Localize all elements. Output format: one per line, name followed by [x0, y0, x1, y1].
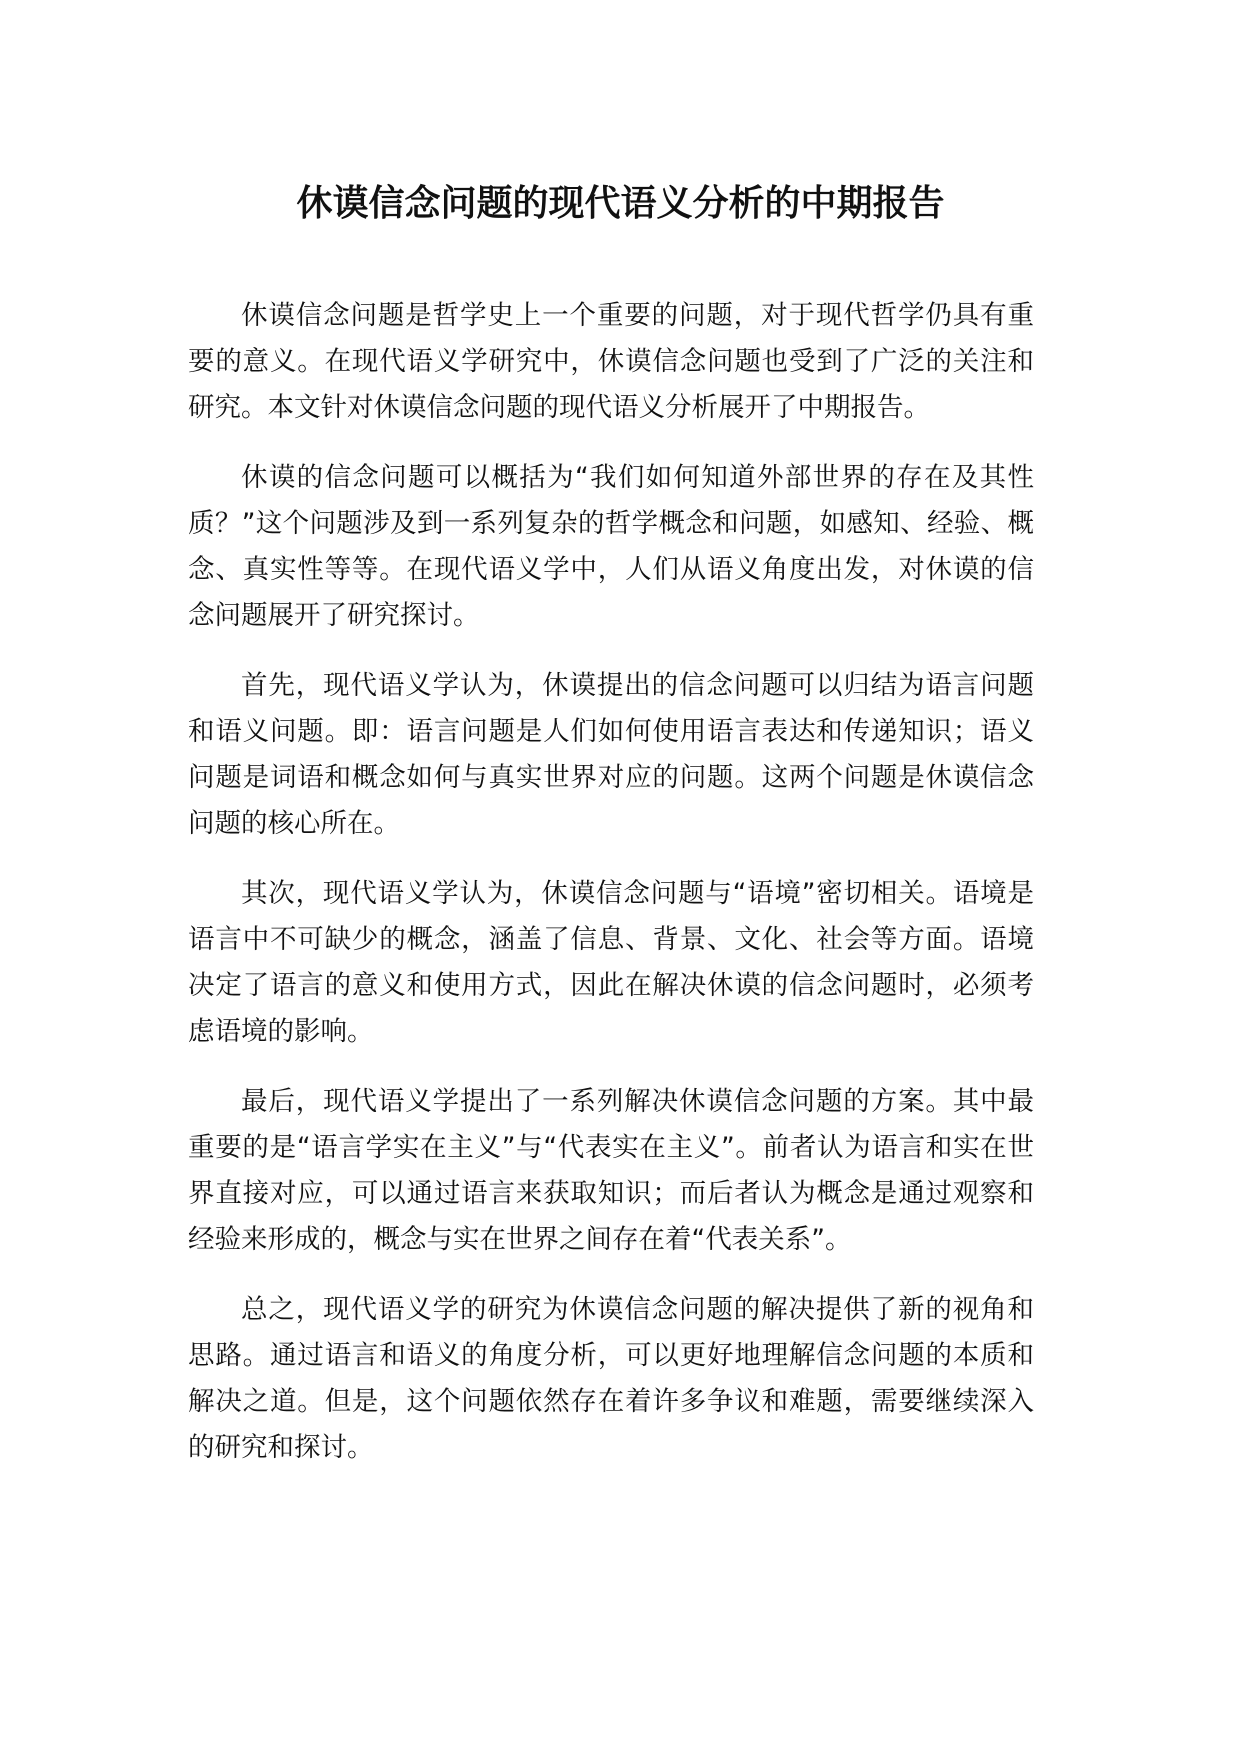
paragraph-5: 最后，现代语义学提出了一系列解决休谟信念问题的方案。其中最重要的是“语言学实在主义”与“代表实在主义”。前者认为语言和实在世界直接对应，可以通过语言来获取知识；而后者认为概念是通过观察和经验来形成的，概念与实在世界之间存在着“代表关系”。 — [188, 1086, 1034, 1255]
paragraph-1: 休谟信念问题是哲学史上一个重要的问题，对于现代哲学仍具有重要的意义。在现代语义学研究中，休谟信念问题也受到了广泛的关注和研究。本文针对休谟信念问题的现代语义分析展开了中期报告。 — [188, 300, 1034, 423]
paragraph-3: 首先，现代语义学认为，休谟提出的信念问题可以归结为语言问题和语义问题。即：语言问题是人们如何使用语言表达和传递知识；语义问题是词语和概念如何与真实世界对应的问题。这两个问题是休谟信念问题的核心所在。 — [188, 670, 1034, 839]
paragraph-4: 其次，现代语义学认为，休谟信念问题与“语境”密切相关。语境是语言中不可缺少的概念，涵盖了信息、背景、文化、社会等方面。语境决定了语言的意义和使用方式，因此在解决休谟的信念问题时，必须考虑语境的影响。 — [188, 878, 1034, 1047]
paragraph-2: 休谟的信念问题可以概括为“我们如何知道外部世界的存在及其性质？”这个问题涉及到一系列复杂的哲学概念和问题，如感知、经验、概念、真实性等等。在现代语义学中，人们从语义角度出发，对休谟的信念问题展开了研究探讨。 — [188, 462, 1034, 631]
document-body — [188, 293, 1034, 1495]
document-title: 休谟信念问题的现代语义分析的中期报告 — [296, 183, 945, 224]
paragraph-6: 总之，现代语义学的研究为休谟信念问题的解决提供了新的视角和思路。通过语言和语义的角度分析，可以更好地理解信念问题的本质和解决之道。但是，这个问题依然存在着许多争议和难题，需要继续深入的研究和探讨。 — [188, 1294, 1034, 1463]
